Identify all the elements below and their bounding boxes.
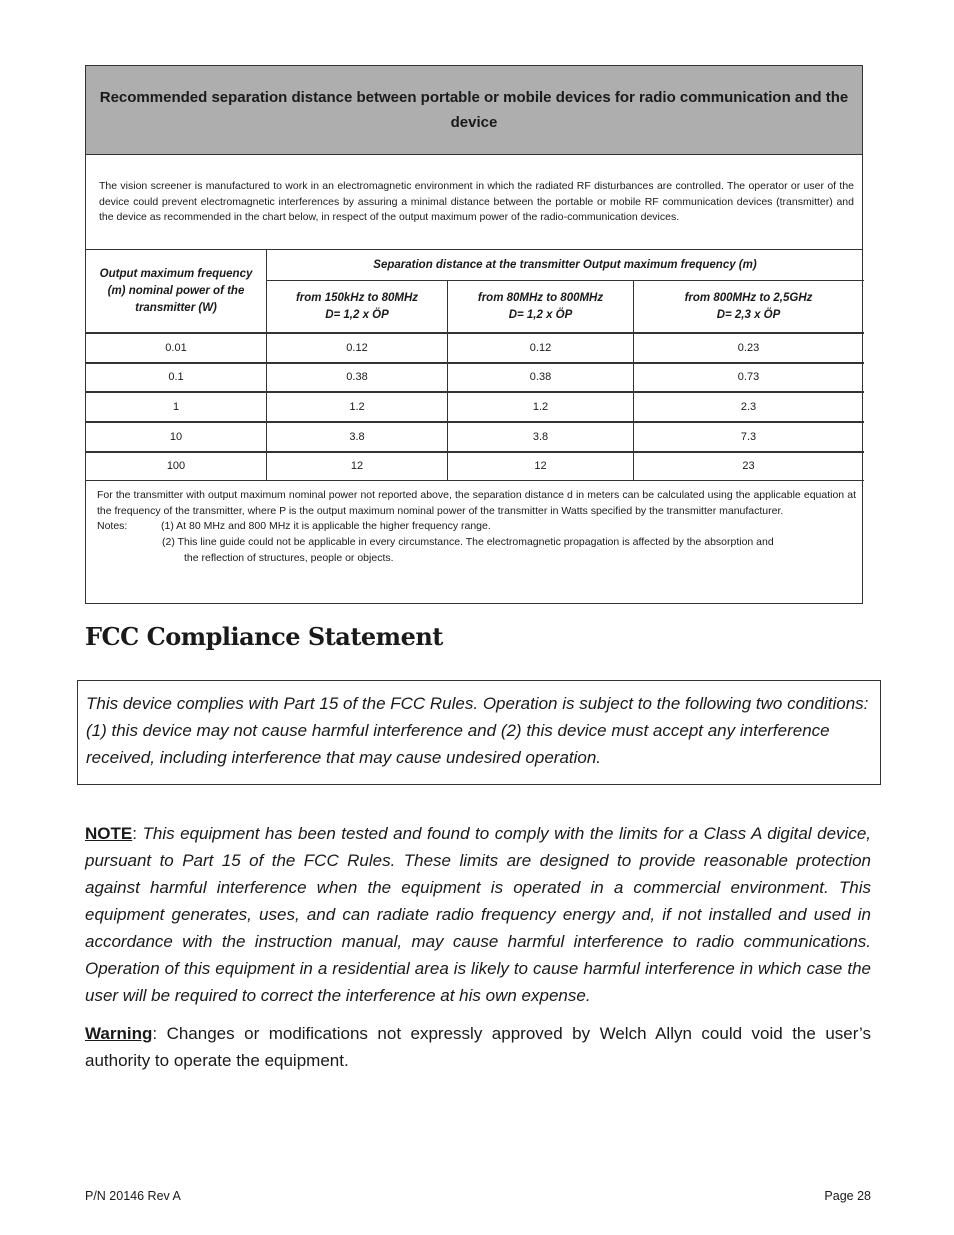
note-colon: :	[132, 824, 143, 843]
separation-distance-header: Separation distance at the transmitter Output maximum frequency (m)	[373, 258, 757, 271]
freq-range-label: from 80MHz to 800MHz	[477, 291, 604, 304]
table-cell: 0.73	[737, 371, 760, 383]
grid-line	[86, 421, 864, 423]
table-cell: 12	[534, 460, 547, 472]
freq-formula-label: D= 1,2 x ÖP	[325, 308, 389, 321]
table-cell: 0.23	[737, 341, 760, 354]
note-label: NOTE	[85, 824, 133, 843]
freq-column-header-3	[634, 281, 863, 332]
grid-line	[86, 332, 864, 334]
table-cell: 23	[742, 460, 755, 472]
grid-line	[267, 280, 864, 281]
notes-row	[97, 519, 856, 535]
freq-column-header-2	[448, 281, 633, 332]
warning-paragraph	[85, 1020, 871, 1074]
table-cell: 2.3	[740, 400, 757, 413]
table-cell: 0.38	[529, 371, 552, 383]
table-cell: 3.8	[532, 430, 549, 443]
page-number: Page 28	[824, 1189, 871, 1203]
fcc-statement-box: This device complies with Part 15 of the FCC Rules. Operation is subject to the following two conditions: (1) this device may not cause harmful interference and (2) this device must accept any interference received, including interference that may cause undesired operation.	[77, 680, 881, 785]
grid-line	[86, 391, 864, 393]
table-cell: 0.38	[346, 371, 368, 383]
grid-line	[266, 250, 267, 481]
note-2-continued: the reflection of structures, people or objects.	[184, 551, 394, 564]
power-column-header: Output maximum frequency (m) nominal power of the transmitter (W)	[99, 267, 253, 314]
separation-distance-table	[85, 65, 863, 604]
grid-line	[86, 480, 864, 481]
fcc-section-title: FCC Compliance Statement	[85, 622, 443, 651]
freq-formula-label: D= 2,3 x ÖP	[716, 308, 781, 321]
table-cell: 100	[166, 460, 186, 472]
table-grid	[86, 250, 862, 481]
warning-text: : Changes or modifications not expressly approved by Welch Allyn could void the user’s authority to operate the equipment.	[85, 1024, 871, 1070]
table-cell: 12	[350, 460, 364, 472]
table-cell: 1.2	[532, 400, 549, 413]
note-paragraph	[85, 820, 871, 1009]
table-intro-text: The vision screener is manufactured to work in an electromagnetic environment in which the radiated RF disturbances are controlled. The operator or user of the device could prevent electromagnetic interferences by assuring a minimal distance between the portable or mobile RF communication devices (transmitter) and the device as recommended in the chart below, in respect of the output maximum power of the radio-communication devices.	[86, 155, 862, 250]
grid-line	[86, 451, 864, 453]
table-cell: 0.1	[168, 371, 184, 383]
table-cell: 0.01	[165, 341, 187, 354]
table-footer	[86, 481, 862, 567]
part-number: P/N 20146 Rev A	[85, 1189, 181, 1203]
grid-line	[86, 362, 864, 364]
table-cell: 0.12	[346, 341, 368, 354]
note-1: (1) At 80 MHz and 800 MHz it is applicable the higher frequency range.	[161, 520, 491, 533]
table-cell: 7.3	[740, 430, 757, 443]
warning-label: Warning	[85, 1024, 153, 1043]
note-2: (2) This line guide could not be applicable in every circumstance. The electromagnetic propagation is affected by the absorption and	[162, 536, 774, 549]
freq-formula-label: D= 1,2 x ÖP	[508, 308, 573, 321]
notes-label: Notes:	[97, 520, 128, 533]
table-cell: 1	[172, 400, 180, 413]
freq-column-header-1	[267, 281, 447, 332]
table-cell: 1.2	[349, 400, 365, 413]
freq-range-label: from 150kHz to 80MHz	[295, 291, 419, 304]
table-cell: 0.12	[529, 341, 552, 354]
table-title: Recommended separation distance between portable or mobile devices for radio communication and the device	[86, 66, 862, 155]
table-cell: 3.8	[349, 430, 365, 443]
table-footer-text: For the transmitter with output maximum nominal power not reported above, the separation distance d in meters can be calculated using the applicable equation at the frequency of the transmitter, where P is the output maximum nominal power of the transmitter in Watts specified by the transmitter manufacturer.	[97, 489, 856, 517]
freq-range-label: from 800MHz to 2,5GHz	[684, 291, 813, 304]
note-text: This equipment has been tested and found to comply with the limits for a Class A digital device, pursuant to Part 15 of the FCC Rules. These limits are designed to provide reasonable protection against harmful interference when the equipment is operated in a commercial environment. This equipment generates, uses, and can radiate radio frequency energy and, if not installed and used in accordance with the instruction manual, may cause harmful interference to radio communications. Operation of this equipment in a residential area is likely to cause harmful interference in which case the user will be required to correct the interference at his own expense.	[85, 824, 871, 1005]
table-cell: 10	[169, 430, 183, 443]
